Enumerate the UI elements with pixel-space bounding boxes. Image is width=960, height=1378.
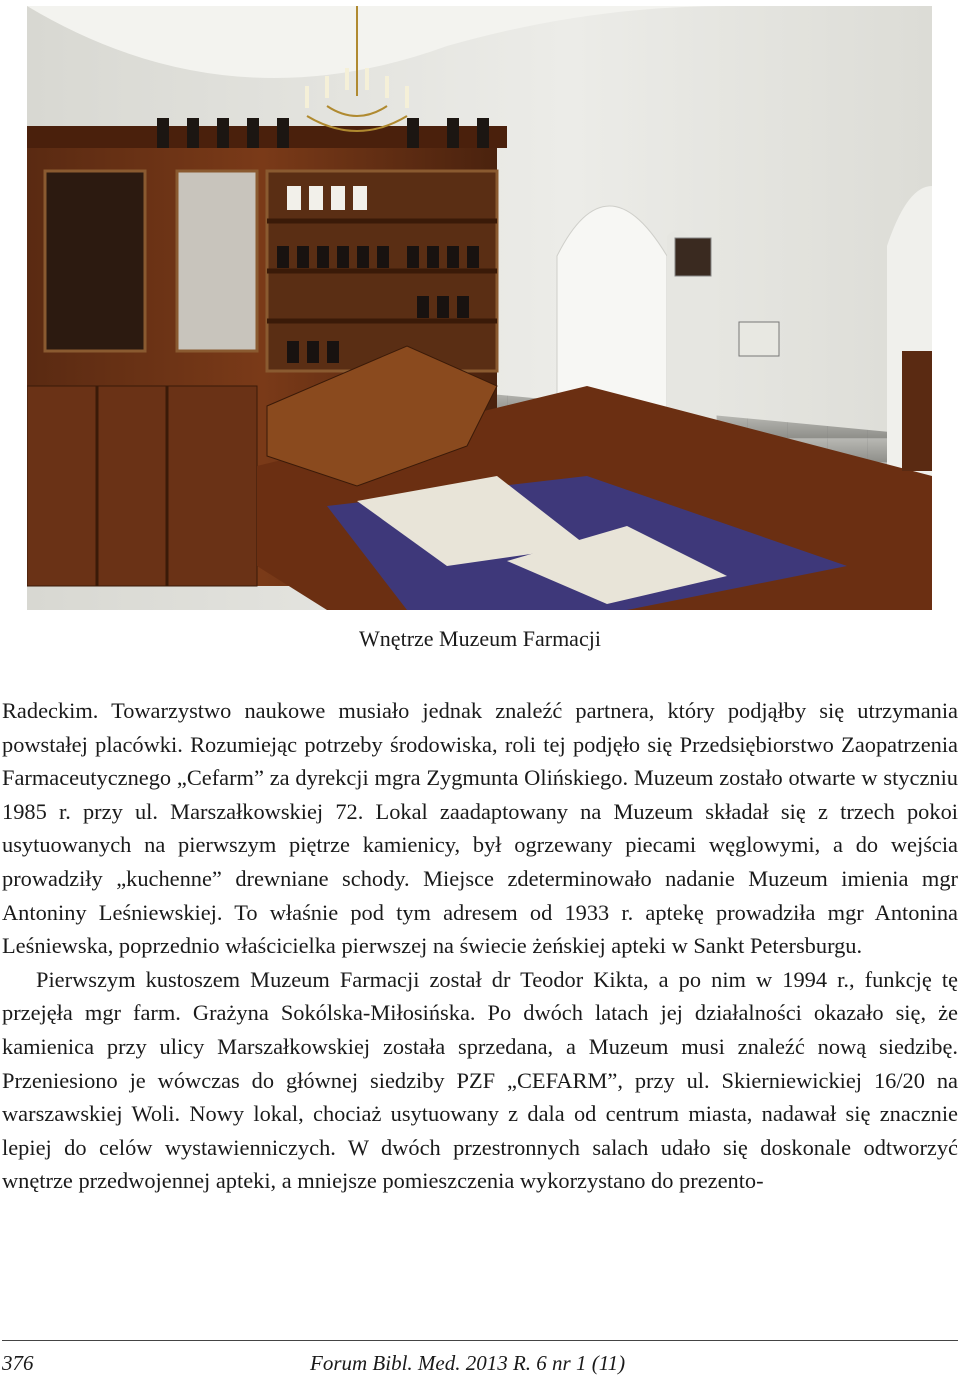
figure-caption: Wnętrze Muzeum Farmacji xyxy=(359,626,601,651)
article-body xyxy=(2,694,958,1198)
paragraph-1: Radeckim. Towarzystwo naukowe musiało jednak znaleźć partnera, który podjąłby się utrzymania powstałej placówki. Rozumiejąc potrzeby środowiska, roli tej podjęło się Przedsiębiorstwo Zaopatrzenia Farmaceutycznego „Cefarm” za dyrekcji mgra Zygmunta Olińskiego. Muzeum zostało otwarte w styczniu 1985 r. przy ul. Marszałkowskiej 72. Lokal zaadaptowany na Muzeum składał się z trzech pokoi usytuowanych na pierwszym piętrze kamienicy, był ogrzewany piecami węglowymi, a do wejścia prowadziły „kuchenne” drewniane schody. Miejsce zdeterminowało nadanie Muzeum imienia mgr Antoniny Leśniewskiej. To właśnie pod tym adresem od 1933 r. aptekę prowadziła mgr Antonina Leśniewska, poprzednio właścicielka pierwszej na świecie żeńskiej apteki w Sankt Petersburgu. xyxy=(2,698,958,959)
page-number: 376 xyxy=(2,1351,34,1375)
paragraph-2: Pierwszym kustoszem Muzeum Farmacji został dr Teodor Kikta, a po nim w 1994 r., funkcję tę przejęła mgr farm. Grażyna Sokólska-Miłosińska. Po dwóch latach jej działalności okazało się, że kamienica przy ulicy Marszałkowskiej została sprzedana, a Muzeum musi znaleźć nową siedzibę. Przeniesiono je wówczas do głównej siedziby PZF „CEFARM”, przy ul. Skierniewickiej 16/20 na warszawskiej Woli. Nowy lokal, chociaż usytuowany z dala od centrum miasta, nadawał się znacznie lepiej do celów wystawienniczych. W dwóch przestronnych salach udało się doskonale odtworzyć wnętrze przedwojennej apteki, a mniejsze pomieszczenia wykorzystano do prezento- xyxy=(2,966,958,1194)
page-footer xyxy=(2,1350,958,1378)
footer-rule xyxy=(2,1340,958,1341)
journal-citation: Forum Bibl. Med. 2013 R. 6 nr 1 (11) xyxy=(310,1351,626,1375)
museum-interior-photo xyxy=(27,6,932,610)
